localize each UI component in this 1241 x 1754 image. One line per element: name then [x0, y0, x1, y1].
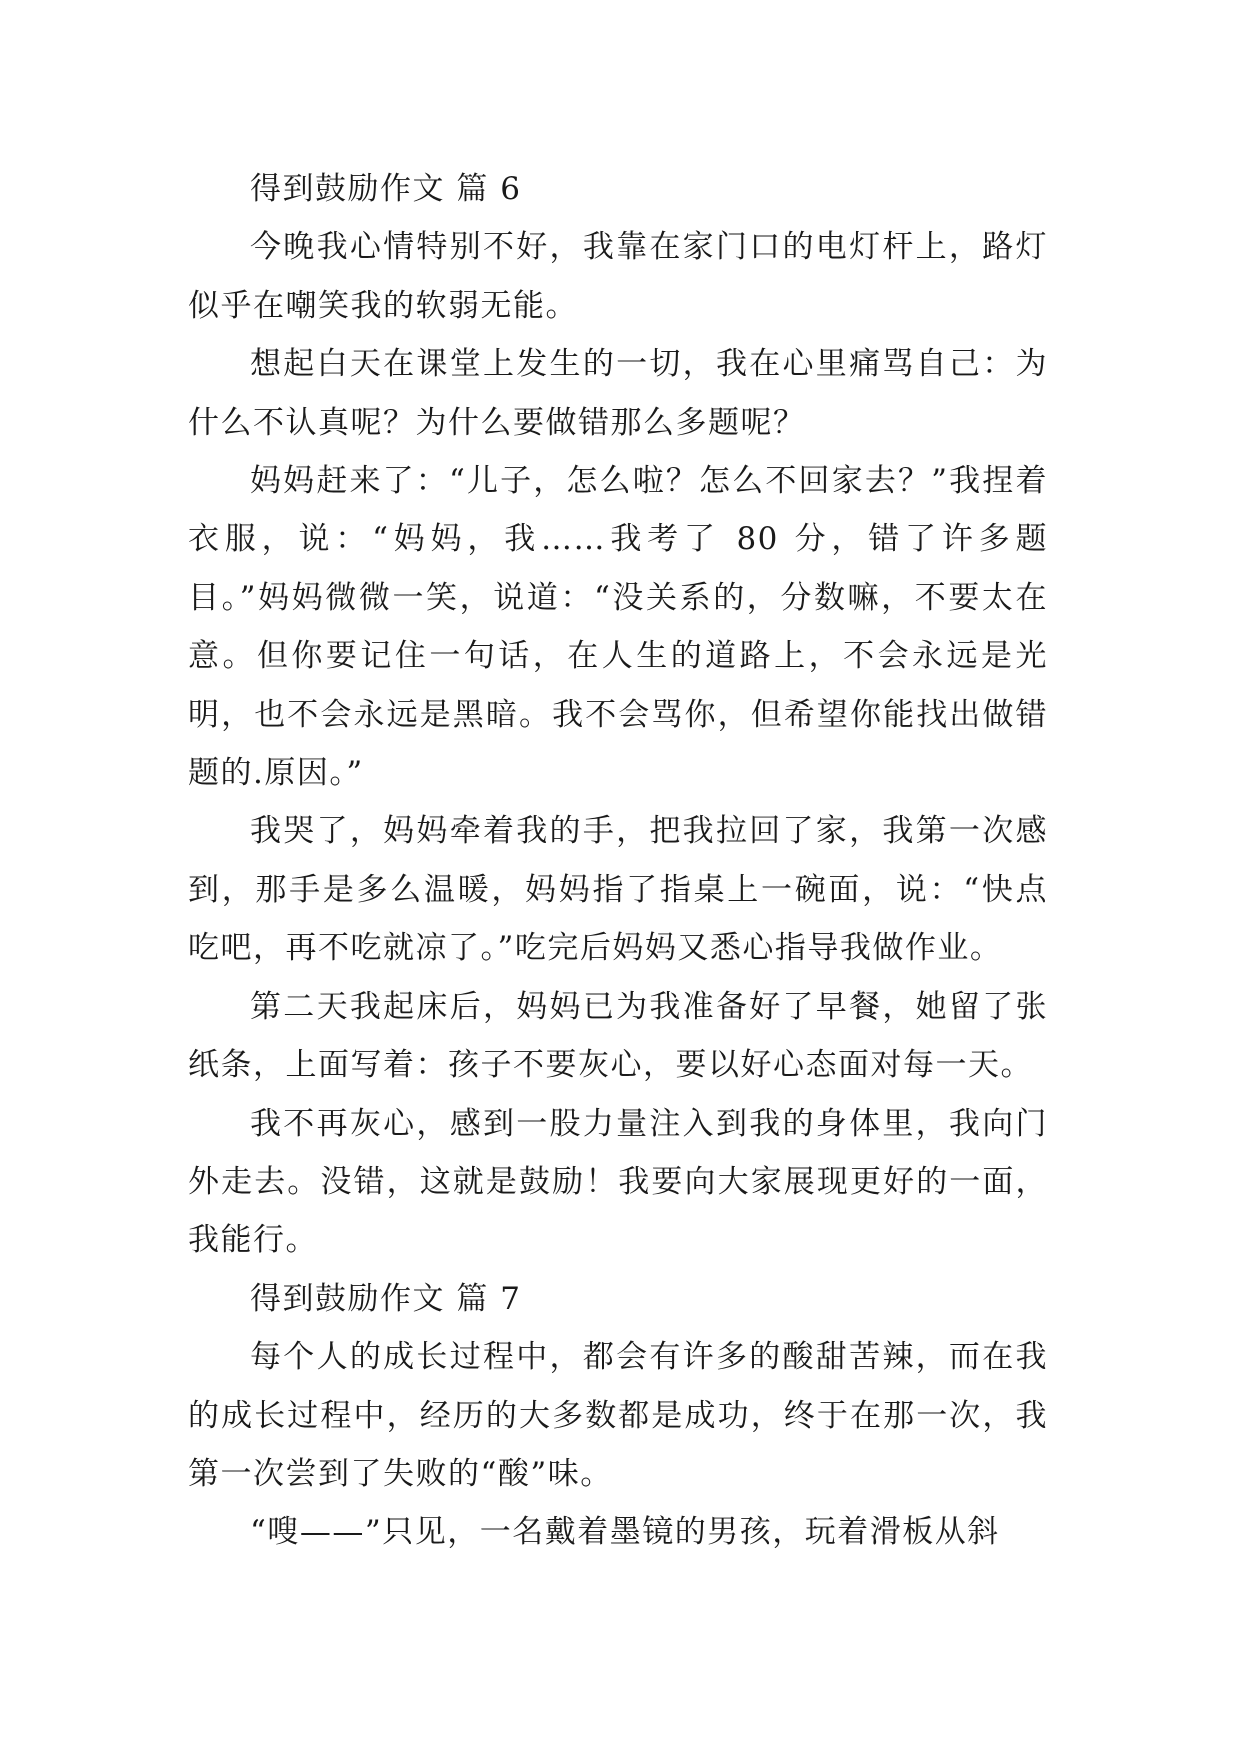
paragraph: 今晚我心情特别不好，我靠在家门口的电灯杆上，路灯似乎在嘲笑我的软弱无能。: [188, 229, 1048, 324]
paragraph: 我不再灰心，感到一股力量注入到我的身体里，我向门外走去。没错，这就是鼓励！我要向大家展现更好的一面，我能行。: [188, 1105, 1048, 1259]
section-heading: 得到鼓励作文 篇 7: [250, 1280, 522, 1317]
paragraph: 第二天我起床后，妈妈已为我准备好了早餐，她留了张纸条，上面写着：孩子不要灰心，要以好心态面对每一天。: [188, 988, 1048, 1084]
paragraph: 妈妈赶来了：“儿子，怎么啦？怎么不回家去？”我捏着衣服，说：“妈妈，我……我考了 80 分，错了许多题目。”妈妈微微一笑，说道：“没关系的，分数嘛，不要太在意。但你要记住一句话，在人生的道路上，不会永远是光明，也不会永远是黑暗。我不会骂你，但希望你能找出做错题的.原因。”: [188, 463, 1048, 792]
paragraph: 我哭了，妈妈牵着我的手，把我拉回了家，我第一次感到，那手是多么温暖，妈妈指了指桌上一碗面，说：“快点吃吧，再不吃就凉了。”吃完后妈妈又悉心指导我做作业。: [188, 813, 1048, 967]
section-heading: 得到鼓励作文 篇 6: [250, 171, 522, 207]
paragraph: “嗖——”只见，一名戴着墨镜的男孩，玩着滑板从斜: [250, 1514, 1000, 1551]
document-page: [188, 160, 1048, 1562]
paragraph: 想起白天在课堂上发生的一切，我在心里痛骂自己：为什么不认真呢？为什么要做错那么多题呢？: [188, 346, 1048, 441]
paragraph: 每个人的成长过程中，都会有许多的酸甜苦辣，而在我的成长过程中，经历的大多数都是成功，终于在那一次，我第一次尝到了失败的“酸”味。: [188, 1339, 1048, 1492]
